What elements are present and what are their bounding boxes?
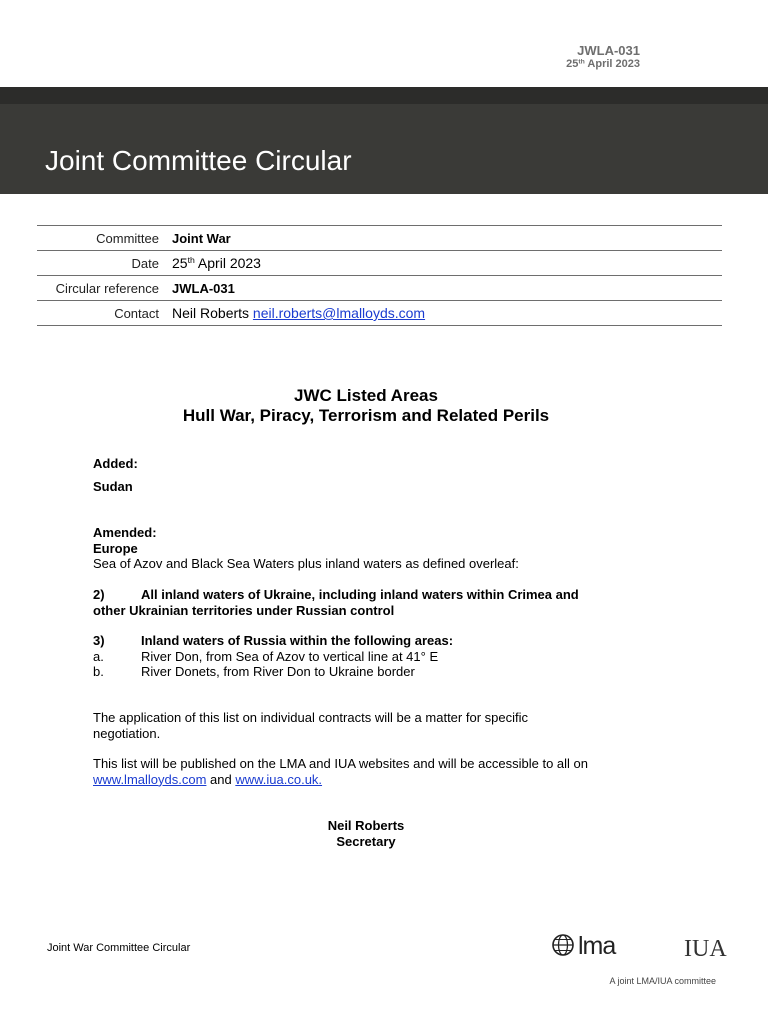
signatory-name: Neil Roberts — [327, 818, 405, 833]
reference-date: 25th April 2023 — [566, 58, 640, 70]
sub-item-b-text: River Donets, from River Don to Ukraine border — [141, 664, 415, 679]
signatory-role: Secretary — [336, 833, 396, 849]
document-heading — [0, 386, 732, 426]
application-note — [93, 710, 528, 741]
footer-committee-note: A joint LMA/IUA committee — [609, 976, 716, 986]
sub-item-b — [93, 664, 453, 680]
heading-line-2: Hull War, Piracy, Terrorism and Related Perils — [182, 406, 550, 425]
iua-logo-text: IUA — [684, 936, 727, 962]
reference-row — [37, 276, 722, 301]
committee-row — [37, 226, 722, 251]
circular-reference-header — [566, 43, 640, 71]
iua-logo — [684, 930, 727, 962]
reference-code: JWLA-031 — [577, 43, 640, 58]
lma-logo — [552, 932, 642, 958]
heading-line-1: JWC Listed Areas — [294, 386, 438, 405]
publication-note-line-1: This list will be published on the LMA and IUA websites and will be accessible to all on — [93, 756, 588, 771]
sub-item-a-text: River Don, from Sea of Azov to vertical line at 41° E — [141, 648, 439, 664]
contact-email-link[interactable]: neil.roberts@lmalloyds.com — [252, 305, 426, 321]
added-heading: Added: — [93, 456, 138, 471]
item-3-number: 3) — [93, 633, 105, 648]
page-title: Joint Committee Circular — [45, 145, 352, 176]
title-banner — [0, 87, 768, 194]
amended-item-3 — [93, 633, 453, 680]
contact-value — [172, 301, 722, 326]
banner-stripe — [0, 87, 768, 104]
and-text: and — [206, 771, 236, 787]
reference-value: JWLA-031 — [172, 276, 722, 301]
signature-block — [0, 818, 732, 849]
amended-heading: Amended: — [93, 525, 157, 540]
sub-item-a-number: a. — [93, 648, 104, 664]
circular-details-table — [37, 225, 722, 326]
amended-item-2 — [93, 587, 579, 618]
contact-row — [37, 301, 722, 326]
application-note-line-2: negotiation. — [93, 725, 161, 741]
lma-website-link[interactable]: www.lmalloyds.com — [93, 771, 207, 787]
date-value: 25th April 2023 — [172, 251, 722, 276]
publication-note — [93, 756, 588, 787]
item-2-number: 2) — [93, 587, 105, 602]
date-row — [37, 251, 722, 276]
date-label: Date — [37, 251, 172, 276]
lma-globe-icon — [553, 935, 573, 955]
item-2-text: All inland waters of Ukraine, including inland waters within Crimea and — [141, 587, 579, 602]
item-3-text: Inland waters of Russia within the following areas: — [141, 633, 454, 648]
item-2-continuation: other Ukrainian territories under Russian control — [93, 602, 395, 618]
amended-region: Europe — [93, 540, 138, 556]
committee-value: Joint War — [172, 226, 722, 251]
added-item: Sudan — [93, 479, 133, 494]
iua-website-link[interactable]: www.iua.co.uk. — [235, 771, 323, 787]
application-note-line-1: The application of this list on individual contracts will be a matter for specific — [93, 710, 528, 725]
publication-note-line-2 — [93, 772, 588, 788]
sub-item-a — [93, 649, 453, 665]
reference-label: Circular reference — [37, 276, 172, 301]
contact-label: Contact — [37, 301, 172, 326]
amended-intro: Sea of Azov and Black Sea Waters plus inland waters as defined overleaf: — [93, 556, 519, 571]
amended-section — [93, 525, 519, 572]
sub-item-b-number: b. — [93, 664, 104, 679]
lma-logo-text: lma — [578, 932, 616, 960]
contact-name: Neil Roberts — [172, 305, 253, 321]
footer-label: Joint War Committee Circular — [47, 942, 191, 954]
committee-label: Committee — [37, 226, 172, 251]
